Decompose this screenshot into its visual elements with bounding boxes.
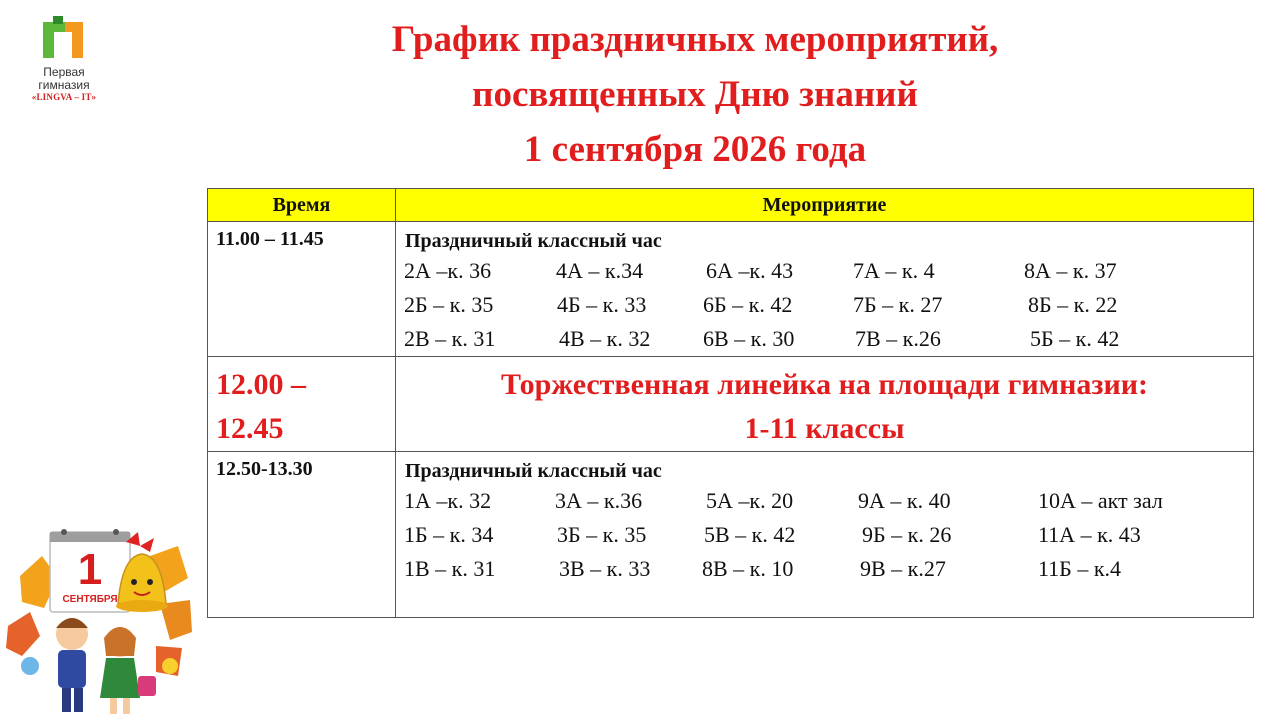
class-room-grid (405, 484, 1253, 586)
class-room: 9В – к.27 (860, 556, 946, 581)
grid-row (405, 288, 1253, 322)
class-room: 5А –к. 20 (706, 488, 794, 513)
class-room: 7А – к. 4 (853, 258, 935, 283)
class-room: 11А – к. 43 (1038, 522, 1141, 547)
class-room: 7Б – к. 27 (853, 292, 943, 317)
class-room: 1Б – к. 34 (404, 522, 494, 547)
class-room: 2А –к. 36 (404, 258, 492, 283)
table-row (208, 222, 1254, 357)
row-time: 12.50-13.30 (208, 452, 396, 618)
event-line2: 1-11 классы (744, 412, 905, 445)
class-room: 8А – к. 37 (1024, 258, 1117, 283)
grid-row (405, 484, 1253, 518)
row-event (396, 357, 1254, 452)
header-time: Время (208, 189, 396, 222)
school-logo (14, 16, 114, 103)
event-title: Праздничный классный час (405, 460, 662, 482)
page-title (300, 12, 1090, 177)
logo-text-line2: гимназия (38, 78, 90, 92)
event-title: Праздничный классный час (405, 230, 662, 252)
time-line1: 12.00 – (216, 368, 306, 401)
table-row (208, 452, 1254, 618)
logo-emblem-icon (39, 16, 89, 58)
calendar-month: СЕНТЯБРЯ (62, 594, 118, 605)
class-room: 2Б – к. 35 (404, 292, 494, 317)
row-event (396, 222, 1254, 357)
logo-text-line1: Первая (43, 65, 85, 79)
september-first-illustration (0, 516, 196, 720)
class-room: 3Б – к. 35 (557, 522, 647, 547)
time-line2: 12.45 (216, 412, 284, 445)
header-event: Мероприятие (396, 189, 1254, 222)
class-room: 4В – к. 32 (559, 326, 651, 351)
autumn-leaf-icon (6, 612, 40, 656)
grid-row (405, 518, 1253, 552)
title-line1: График праздничных мероприятий, (391, 19, 999, 60)
calendar-day: 1 (77, 545, 103, 594)
class-room: 8Б – к. 22 (1028, 292, 1118, 317)
boy-figure-icon (56, 618, 88, 712)
class-room: 9А – к. 40 (858, 488, 951, 513)
title-line3: 1 сентября 2026 года (523, 129, 867, 170)
class-room: 3В – к. 33 (559, 556, 651, 581)
class-room: 5В – к. 42 (704, 522, 796, 547)
class-room: 11Б – к.4 (1038, 556, 1122, 581)
grid-row (405, 254, 1253, 288)
row-event (396, 452, 1254, 618)
flower-icon (21, 657, 39, 675)
class-room: 9Б – к. 26 (862, 522, 952, 547)
class-room: 3А – к.36 (555, 488, 643, 513)
row-time (208, 357, 396, 452)
table-row (208, 357, 1254, 452)
class-room: 7В – к.26 (855, 326, 941, 351)
class-room: 10А – акт зал (1038, 488, 1163, 513)
table-header-row (208, 189, 1254, 222)
class-room: 1В – к. 31 (404, 556, 496, 581)
class-room: 4Б – к. 33 (557, 292, 647, 317)
row-time: 11.00 – 11.45 (208, 222, 396, 357)
class-room: 4А – к.34 (556, 258, 644, 283)
class-room: 1А –к. 32 (404, 488, 492, 513)
flower-icon (162, 658, 178, 674)
logo-text-line3: «LINGVA – IT» (31, 92, 97, 102)
class-room: 6А –к. 43 (706, 258, 794, 283)
class-room: 8В – к. 10 (702, 556, 794, 581)
title-line2: посвященных Дню знаний (472, 74, 918, 115)
class-room: 2В – к. 31 (404, 326, 496, 351)
event-line1: Торжественная линейка на площади гимназии: (500, 368, 1149, 401)
class-room-grid (405, 254, 1253, 356)
class-room: 5Б – к. 42 (1030, 326, 1120, 351)
class-room: 6В – к. 30 (703, 326, 795, 351)
class-room: 6Б – к. 42 (703, 292, 793, 317)
grid-row (405, 322, 1253, 356)
schedule-table (207, 188, 1254, 618)
grid-row (405, 552, 1253, 586)
girl-figure-icon (100, 627, 156, 714)
